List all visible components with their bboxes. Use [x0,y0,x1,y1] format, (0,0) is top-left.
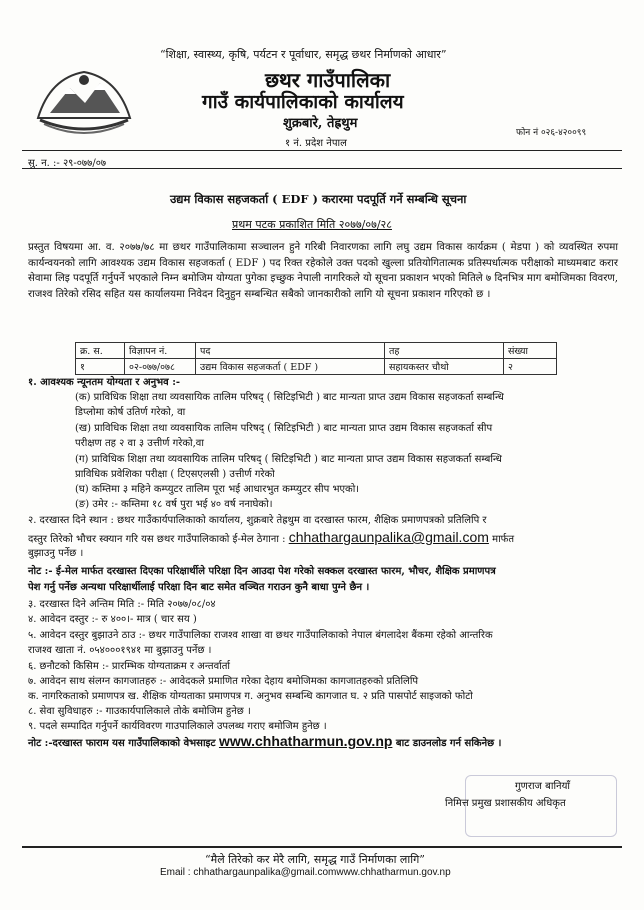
qualification-heading: १. आवश्यक न्यूनतम योग्यता र अनुभव :- [28,377,181,388]
table-row [76,359,557,375]
email-note-line1: नोट :- ई-मेल मार्फत दरखास्त दिएका परिक्षार्थीले परिक्षा दिन आउदा पेश गरेको सक्कल दरखास्त फारम, भौचर, शैक्षिक प्रमाणपत्र [28,566,496,577]
selection-method: ६. छनौटको किसिम :- प्रारम्भिक योग्यताक्रम र अन्तर्वार्ता [28,661,231,672]
table-header-cell: संख्या [504,343,557,359]
table-header-cell: तह [385,343,504,359]
application-place-line2 [28,530,514,547]
header-divider-2 [22,168,622,169]
deadline: ३. दरखास्त दिने अन्तिम मिति :- मिति २०७७/०८/०४ [28,599,216,610]
qualification-ng: (ङ) उमेर :- कम्तिमा १८ वर्ष पुरा भई ४० वर्ष ननाघेको। [75,499,273,510]
application-place-line3: बुझाउनु पर्नेछ । [28,548,84,559]
table-header-cell: विज्ञापन नं. [125,343,196,359]
footer-slogan: “मैले तिरेको कर मेरै लागि, समृद्ध गाउँ निर्माणका लागि” [205,853,425,866]
notice-title: उद्यम विकास सहजकर्ता ( EDF ) करारमा पदपूर्ति गर्ने सम्बन्धि सूचना [170,192,467,206]
nepal-emblem-logo [30,58,138,140]
province: १ नं. प्रदेश नेपाल [285,138,347,149]
signatory-name: गुणराज बानियाँ [515,781,570,792]
table-cell: १ [76,359,125,375]
application-place-end: मार्फत [492,534,515,545]
application-fee: ४. आवेदन दस्तुर :- रु ४००।- मात्र ( चार सय ) [28,614,197,625]
website-link[interactable]: www.chhatharmun.gov.np [218,733,393,749]
post-table [75,342,557,375]
fee-place-line1: ५. आवेदन दस्तुर बुझाउने ठाउ :- छथर गाउँपालिका राजश्व शाखा वा छथर गाउँपालिकाको नेपाल बंगलादेश बैंकमा रहेको आन्तरिक [28,630,493,641]
publish-date: प्रथम पटक प्रकाशित मिति २०७७/०७/२८ [232,218,392,231]
table-header-cell: पद [196,343,385,359]
email-link[interactable]: chhathargaunpalika@gmail.com [288,529,489,545]
qualification-kh2: परीक्षण तह २ वा ३ उत्तीर्ण गरेको,वा [75,438,204,449]
table-header-row [76,343,557,359]
email-note-line2: पेश गर्नु पर्नेछ अन्यथा परिक्षार्थीलाई परिक्षा दिन बाट समेत वञ्चित गराउन कुनै बाधा पुग्ने छैन । [28,582,370,593]
table-cell: २ [504,359,557,375]
qualification-k: (क) प्राविधिक शिक्षा तथा व्यवसायिक तालिम परिषद् ( सिटिइभिटी ) बाट मान्यता प्राप्त उद्यम विकास सहजकर्ता सम्बन्धि [75,392,504,403]
website-note [28,734,501,751]
qualification-k2: डिप्लोमा कोर्ष उतिर्ण गरेको, वा [75,407,186,418]
office-place: शुक्रबारे, तेह्रथुम [283,116,358,131]
qualification-gh: (घ) कम्तिमा ३ महिने कम्प्युटर तालिम पूरा भई आधारभुत कम्प्युटर सीप भएको। [75,484,360,495]
application-place-line1: २. दरखास्त दिने स्थान : छथर गाउँकार्यपालिकाको कार्यालय, शुक्रबारे तेह्रथुम वा दरखास्त फारम, शैक्षिक प्रमाणपत्रको प्रतिलिपि र [28,515,487,526]
website-note-end: बाट डाउनलोड गर्न सकिनेछ । [395,738,502,749]
motto: “शिक्षा, स्वास्थ्य, कृषि, पर्यटन र पूर्वाधार, समृद्ध छथर निर्माणको आधार” [160,48,447,61]
office-name: गाउँ कार्यपालिकाको कार्यालय [202,91,404,113]
service-facility: ८. सेवा सुविधाहरु :- गाउकार्यपालिकाले तोके बमोजिम हुनेछ । [28,706,251,717]
table-cell: ०२-०७७/०७८ [125,359,196,375]
table-header-cell: क्र. स. [76,343,125,359]
header-divider [22,150,622,151]
intro-paragraph: प्रस्तुत विषयमा आ. व. २०७७/७८ मा छथर गाउँपालिकामा सञ्चालन हुने गरिबी निवारणका लागि लघु उद्यम विकास कार्यक्रम ( मेडपा ) को व्यवस्थित रुपमा कार्यन्वयनको लागि आवश्यक उद्यम विकास सहजकर्ता ( EDF ) पद रिक्त रहेकोले उक्त पदको खुल्ला प्रतियोगितात्मक प्रतिस्पर्धात्मक परीक्षाको माध्यमबाट करार सेवामा लिइ पदपूर्ति गर्नुपर्ने भएकाले निम्न बमोजिम योग्यता पुगेका इच्छुक नेपाली नागरिकले यो सूचना प्रकाशन भएको मितिले ७ दिनभित्र माग बमोजिमका विवरण, राजश्व तिरेको रसिद सहित यस कार्यालयमा निवेदन दिनुहुन सम्बन्धित सबैको जानकारीको लागि यो सूचना प्रकाशन गरिएको छ । [28,242,618,300]
footer-divider [22,846,622,848]
table-cell: उद्यम विकास सहजकर्ता ( EDF ) [196,359,385,375]
duties: ९. पदले सम्पादित गर्नुपर्ने कार्यविवरण गाउपालिकाले उपलब्ध गराए बमोजिम हुनेछ । [28,721,327,732]
phone-number: फोन नं ०२६-४२००९९ [516,128,587,138]
footer-contact: Email : chhathargaunpalika@gmail.comwww.chhatharmun.gov.np [160,867,451,878]
required-documents: ७. आवेदन साथ संलग्न कागजातहरु :- आवेदकले प्रमाणित गरेका देहाय बमोजिमका कागजातहरुको प्रतिलिपि [28,676,419,687]
application-place-text: दस्तुर तिरेको भौचर स्क्यान गरि यस छथर गाउँपालिकाको ई-मेल ठेगाना : [28,534,286,545]
reference-number: सु. न. :- २९-०७७/०७ [28,158,107,169]
municipality-name: छथर गाउँपालिका [265,68,391,92]
required-documents-list: क. नागरिकताको प्रमाणपत्र ख. शैक्षिक योग्यताका प्रमाणपत्र ग. अनुभव सम्बन्धि कागजात घ. २ प्रति पासपोर्ट साइजको फोटो [28,691,473,702]
fee-place-line2: राजश्व खाता नं. ०५४०००१९४१ मा बुझाउनु पर्नेछ । [28,645,212,656]
table-cell: सहायकस्तर चौथो [385,359,504,375]
website-note-start: नोट :-दरखास्त फाराम यस गाउँपालिकाको वेभसाइट [28,738,216,749]
signatory-title: निमित्त प्रमुख प्रशासकीय अधिकृत [445,798,566,809]
qualification-g2: प्राविधिक प्रवेशिका परीक्षा ( टिएसएलसी ) उत्तीर्ण गरेको [75,469,275,480]
qualification-kh: (ख) प्राविधिक शिक्षा तथा व्यवसायिक तालिम परिषद् ( सिटिइभिटी ) बाट मान्यता प्राप्त उद्यम विकास सहजकर्ता सीप [75,423,493,434]
qualification-g: (ग) प्राविधिक शिक्षा तथा व्यवसायिक तालिम परिषद् ( सिटिइभिटी ) बाट मान्यता प्राप्त उद्यम विकास सहजकर्ता सम्बन्धि [75,454,502,465]
